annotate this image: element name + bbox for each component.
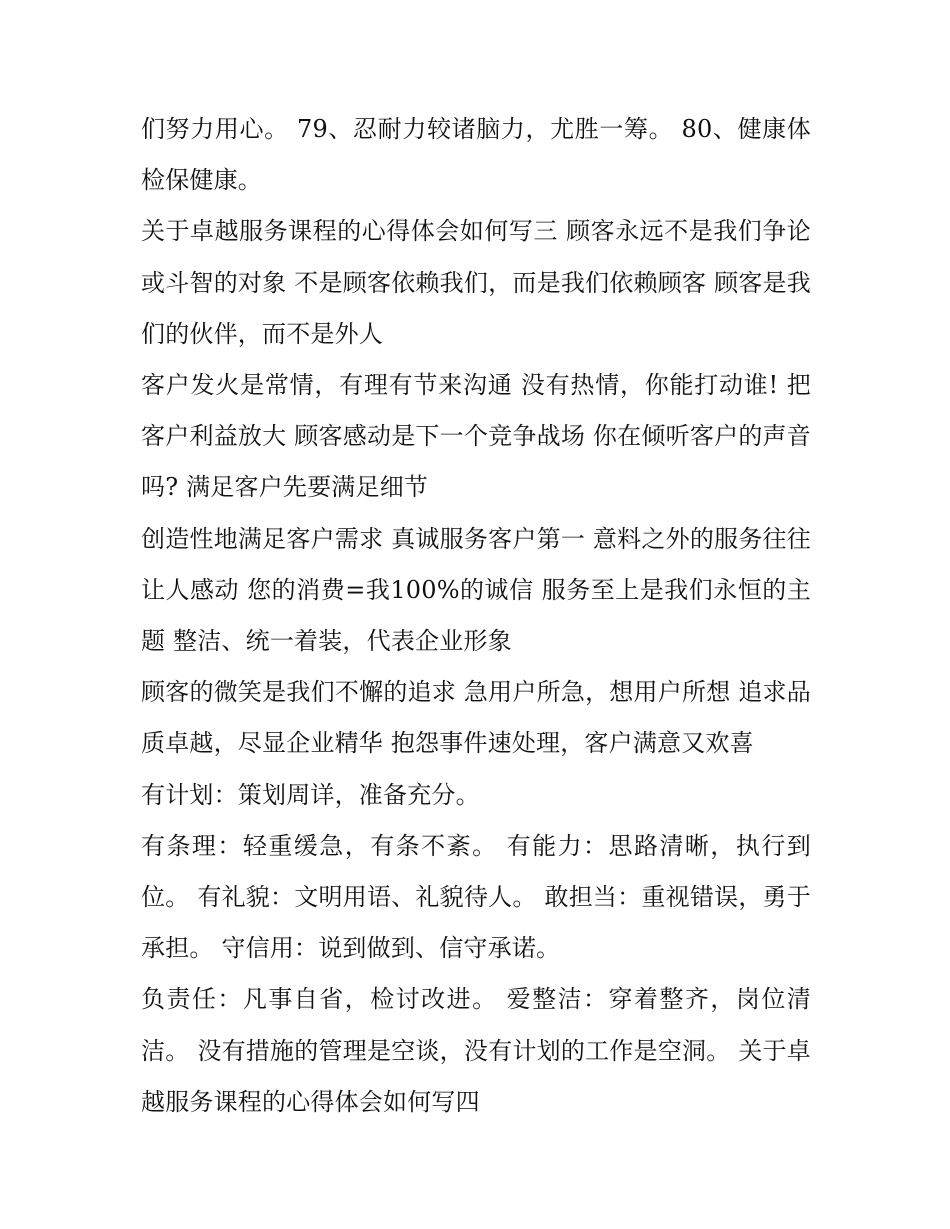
paragraph: 们努力用心。 79、忍耐力较诸脑力，尤胜一筹。 80、健康体检保健康。 [141,115,811,195]
paragraph: 关于卓越服务课程的心得体会如何写三 顾客永远不是我们争论或斗智的对象 不是顾客依赖我们，而是我们依赖顾客 顾客是我们的伙伴，而不是外人 [141,217,811,348]
paragraph: 客户发火是常情，有理有节来沟通 没有热情，你能打动谁! 把客户利益放大 顾客感动是下一个竞争战场 你在倾听客户的声音吗? 满足客户先要满足细节 [141,371,811,502]
paragraph: 负责任：凡事自省，检讨改进。 爱整洁：穿着整齐，岗位清洁。 没有措施的管理是空谈，没有计划的工作是空洞。 关于卓越服务课程的心得体会如何写四 [141,985,811,1116]
paragraph: 有计划：策划周详，准备充分。 [141,780,480,809]
paragraph: 有条理：轻重缓急，有条不紊。 有能力：思路清晰，执行到位。 有礼貌：文明用语、礼貌待人。 敢担当：重视错误，勇于承担。 守信用：说到做到、信守承诺。 [141,831,811,963]
paragraph: 创造性地满足客户需求 真诚服务客户第一 意料之外的服务往往让人感动 您的消费=我100%的诚信 服务至上是我们永恒的主题 整洁、统一着装，代表企业形象 [141,524,811,656]
document-body [141,104,811,1128]
paragraph: 顾客的微笑是我们不懈的追求 急用户所急，想用户所想 追求品质卓越，尽显企业精华 抱怨事件速处理，客户满意又欢喜 [141,678,811,758]
